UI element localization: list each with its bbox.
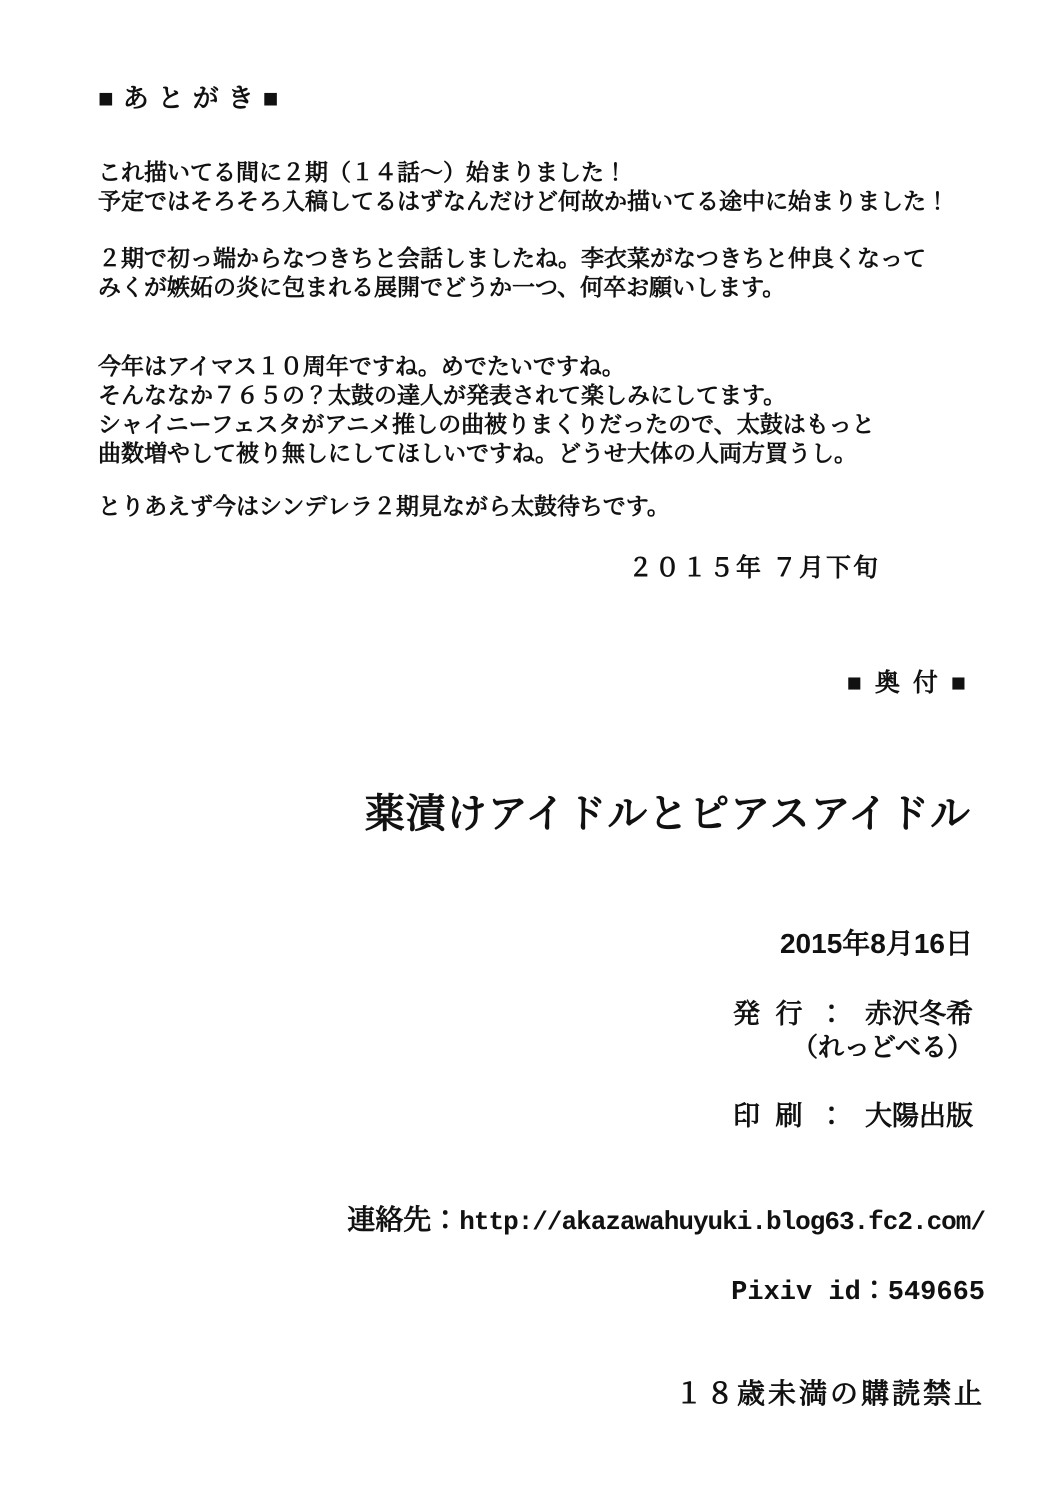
afterword-paragraph-2 — [98, 244, 926, 302]
printer-line — [733, 1094, 973, 1133]
book-title: 薬漬けアイドルとピアスアイドル — [364, 791, 971, 836]
contact-line — [347, 1198, 985, 1238]
text-line: 予定ではそろそろ入稿してるはずなんだけど何故か描いてる途中に始まりました！ — [98, 189, 949, 214]
text-line: これ描いてる間に２期（１４話～）始まりました！ — [98, 160, 627, 185]
afterword-date: ２０１５年 ７月下旬 — [628, 554, 880, 582]
publisher-label: 発 行 ： — [732, 999, 849, 1029]
text-line: シャイニーフェスタがアニメ推しの曲被りまくりだったので、太鼓はもっと — [98, 411, 875, 437]
publisher-alias: （れっどべる） — [792, 1033, 973, 1062]
afterword-paragraph-1 — [98, 158, 949, 216]
publish-date: 2015年8月16日 — [779, 928, 973, 959]
text-line: とりあえず今はシンデレラ２期見ながら太鼓待ちです。 — [98, 493, 670, 519]
afterword-paragraph-3 — [98, 352, 875, 468]
text-line: そんななか７６５の？太鼓の達人が発表されて楽しみにしてます。 — [98, 382, 787, 408]
printer-label: 印 刷 ： — [732, 1101, 849, 1131]
text-line: 曲数増やして被り無しにしてほしいですね。どうせ大体の人両方買うし。 — [98, 440, 857, 466]
text-line: 今年はアイマス１０周年ですね。めでたいですね。 — [98, 353, 625, 379]
colophon-heading: ■奥付■ — [846, 669, 979, 697]
text-line: みくが嫉妬の炎に包まれる展開でどうか一つ、何卒お願いします。 — [98, 274, 786, 300]
text-line: ２期で初っ端からなつきちと会話しましたね。李衣菜がなつきちと仲良くなって — [98, 245, 926, 271]
pixiv-id-line — [731, 1268, 985, 1308]
publisher-line — [733, 992, 973, 1031]
age-restriction-notice: １８歳未満の購読禁止 — [674, 1378, 985, 1409]
pixiv-id-value: 549665 — [887, 1278, 985, 1308]
afterword-paragraph-4 — [98, 492, 670, 521]
contact-url: http://akazawahuyuki.blog63.fc2.com/ — [459, 1207, 985, 1237]
printer-name: 大陽出版 — [865, 1101, 973, 1131]
pixiv-label: Pixiv id： — [731, 1278, 888, 1308]
contact-label: 連絡先： — [347, 1204, 460, 1235]
afterword-heading: ■あとがき■ — [98, 84, 288, 113]
publisher-name: 赤沢冬希 — [865, 999, 973, 1029]
